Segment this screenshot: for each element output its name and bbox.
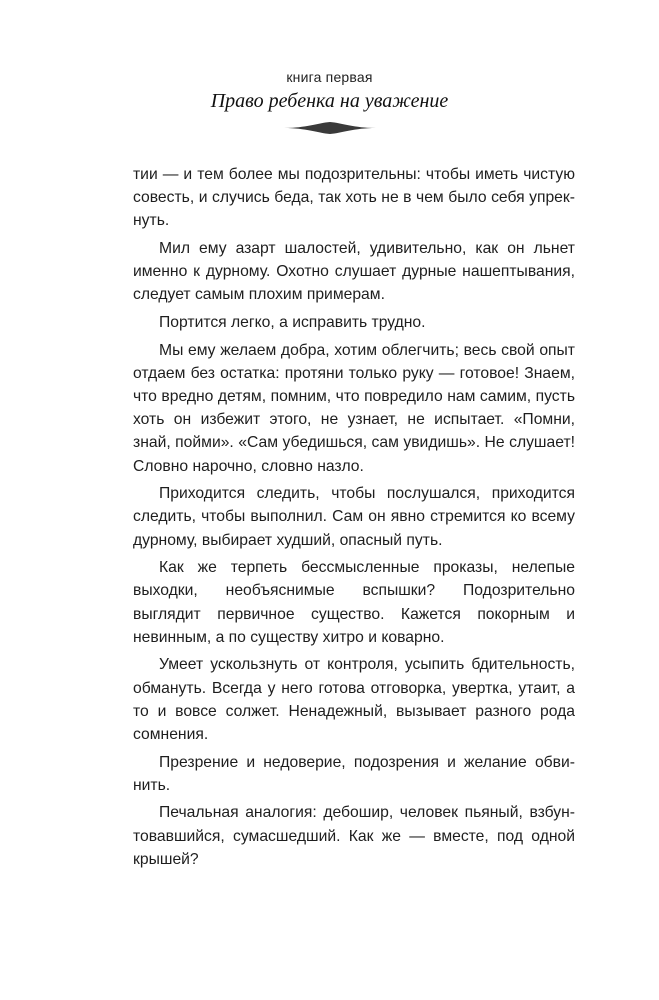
paragraph: Печальная аналогия: дебошир, человек пьяный, взбунтовавшийся, сумасшедший. Как же — вместе, под одной крышей? bbox=[133, 804, 575, 868]
paragraph: Мил ему азарт шалостей, удивительно, как он льнет именно к дурному. Охотно слушает дурные нашептывания, следует самым плохим примерам. bbox=[133, 240, 575, 304]
paragraph: Умеет ускользнуть от контроля, усыпить бдительность, обмануть. Всегда у него готова отговорка, увертка, утаит, а то и вовсе солжет. Ненадежный, вызывает разного рода сомнения. bbox=[133, 656, 575, 744]
ornament-divider-icon bbox=[284, 122, 376, 134]
paragraph: Портится легко, а исправить трудно. bbox=[159, 314, 426, 331]
body-text bbox=[133, 163, 575, 875]
paragraph: Как же терпеть бессмысленные проказы, нелепые выходки, необъяснимые вспышки? Подозрительно выглядит первичное существо. Кажется покорным и невинным, а по существу хитро и коварно. bbox=[133, 559, 575, 646]
book-label: книга первая bbox=[286, 69, 373, 85]
book-title: Право ребенка на уважение bbox=[210, 90, 449, 112]
paragraph: тии — и тем более мы подозрительны: чтобы иметь чистую совесть, и случись беда, так хоть не в чем было себя упрекнуть. bbox=[133, 166, 575, 230]
paragraph: Приходится следить, чтобы послушался, приходится следить, чтобы выполнил. Сам он явно стремится ко всему дурному, выбирает худший, опасный путь. bbox=[133, 485, 575, 549]
paragraph: Мы ему желаем добра, хотим облегчить; весь свой опыт отдаем без остатка: протяни только руку — готовое! Знаем, что вредно детям, помним, что повредило нам самим, пусть хоть он избежит этого, не узнает, не испытает. «Помни, знай, пойми». «Сам убедишься, сам увидишь». Не слушает! Словно нарочно, словно назло. bbox=[133, 341, 575, 475]
running-header bbox=[0, 68, 659, 134]
paragraph: Презрение и недоверие, подозрения и желание обвинить. bbox=[133, 753, 575, 794]
